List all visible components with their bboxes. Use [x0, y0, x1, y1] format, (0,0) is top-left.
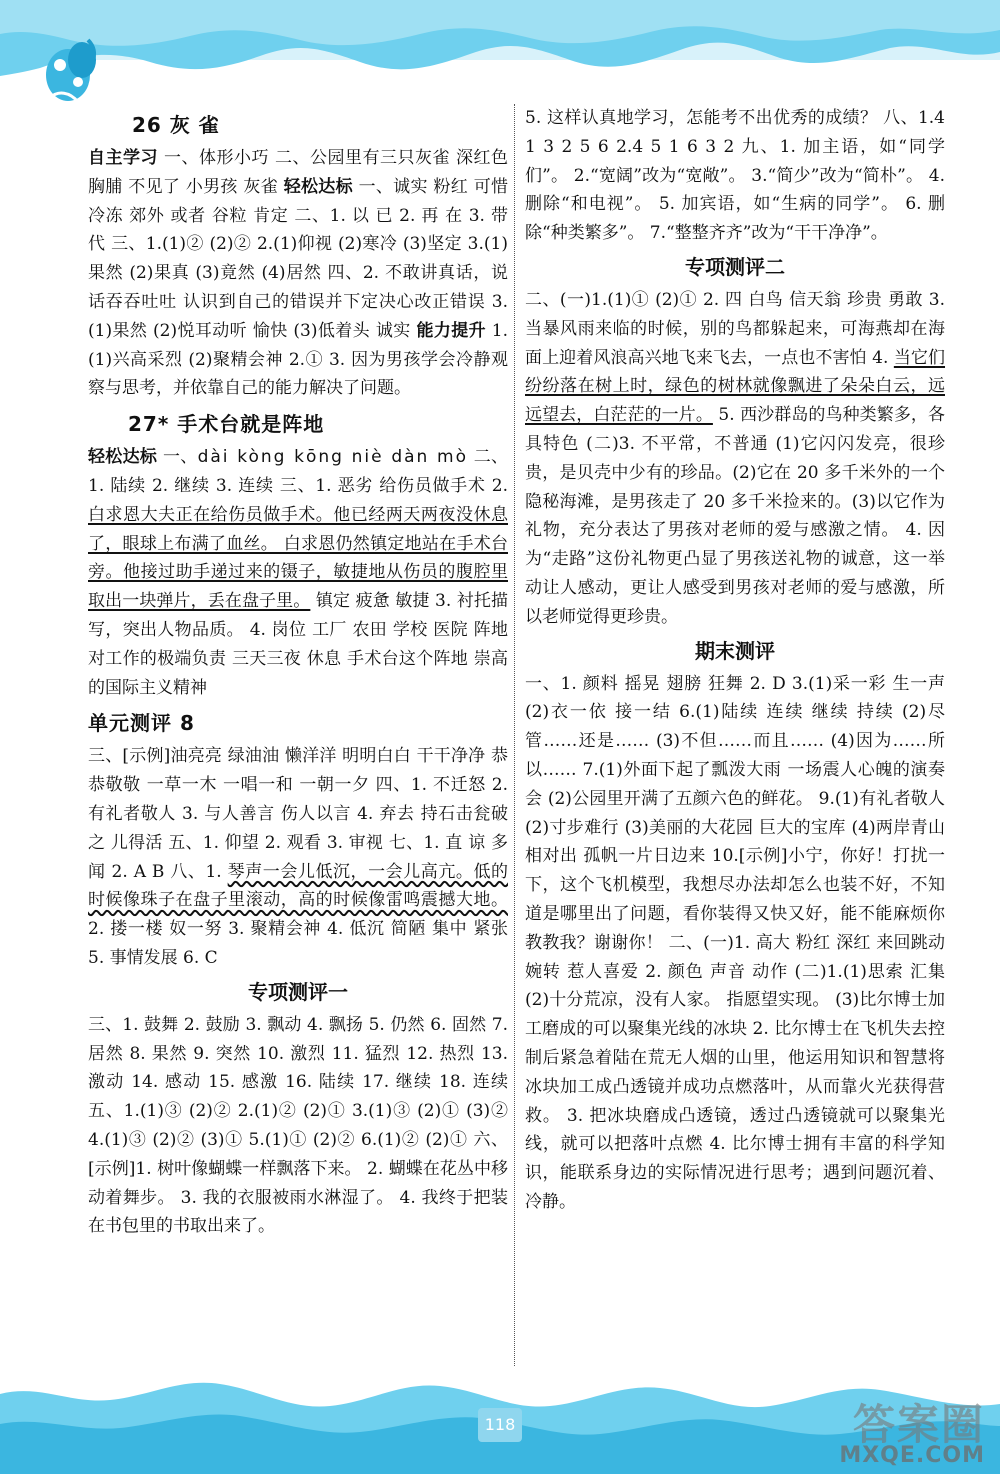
answer-text: 二、1. 陆续 2. 继续 3. 连续 三、1. 恶劣 给伤员做手术 2. [88, 447, 509, 496]
watermark [805, 1392, 995, 1472]
answer-text: 1.(1)兴高采烈 (2)聚精会神 2.① 3. 因为男孩学会冷静观察与思考，并依靠自己的能力解决了问题。 [88, 320, 509, 399]
section-27-answers [88, 443, 508, 702]
left-column [88, 104, 508, 1241]
underlined-sentences: 当它们纷纷落在树上时，绿色的树林就像飘进了朵朵白云，远远望去，白茫茫的一片。 [525, 347, 946, 426]
section-26-answers [88, 144, 508, 403]
watermark-logo-text: 答案圈 [852, 1400, 985, 1449]
answer-text: 一、 [157, 447, 198, 468]
section-title: 期末测评 [695, 638, 775, 663]
answer-text: 5. 西沙群岛的鸟种类繁多，各具特色 (二)3. 不平常，不普通 (1)它闪闪发亮，很珍贵，是贝壳中少有的珍品。(2)它在 20 多千米外的一个隐秘海滩，是男孩走了 20 多千米捡来的。(3)以它作为礼物，充分表达了男孩对老师的爱与感激之情。 4. 因为“走路”这份礼物更凸显了男孩送礼物的诚意，这一举动让人感动，更让人感受到男孩对老师的爱与感激，所以老师觉得更珍贵。 [525, 405, 945, 627]
label: 自主学习 [88, 148, 159, 168]
special-test-1-answers: 三、1. 鼓舞 2. 鼓励 3. 飘动 4. 飘扬 5. 仍然 6. 固然 7. 居然 8. 果然 9. 突然 10. 激烈 11. 猛烈 12. 热烈 13. 激动 14. 感动 15. 感激 16. 陆续 17. 继续 18. 连续 五、1.(1)③ (2)② 2.(1)② (2)① 3.(1)③ (2)① (3)② 4.(1)③ (2)② (3)① 5.(1)① (2)② 6.(1)② (2)① 六、[示例]1. 树叶像蝴蝶一样飘落下来。 2. 蝴蝶在花丛中移动着舞步。 3. 我的衣服被雨水淋湿了。 4. 我终于把装在书包里的书取出来了。 [88, 1014, 508, 1237]
unit-8-answers [88, 742, 508, 972]
right-column [525, 104, 945, 1217]
page-number: 118 [478, 1408, 522, 1442]
answer-text: 镇定 疲惫 敏捷 3. 衬托描写，突出人物品质。 4. 岗位 工厂 农田 学校 医院 阵地 对工作的极端负责 三天三夜 休息 手术台这个阵地 崇高的国际主义精神 [88, 591, 508, 698]
column-divider [514, 104, 515, 1366]
final-test-answers: 一、1. 颜料 摇晃 翅膀 狂舞 2. D 3.(1)采一彩 生一声 (2)衣一依 接一结 6.(1)陆续 连续 继续 持续 (2)尽管……还是…… (3)不但……而且…… (4)因为……所以…… 7.(1)外面下起了瓢泼大雨 一场震人心魄的演奏会 (2)公园里开满了五颜六色的鲜花。 9.(1)有礼者敬人 (2)寸步难行 (3)美丽的大花园 巨大的宝库 (4)两岸青山相对出 孤帆一片日边来 10.[示例]小宁，你好！打扰一下，这个飞机模型，我想尽办法却怎么也装不好，不知道是哪里出了问题，看你装得又快又好，能不能麻烦你教教我？谢谢你！ 二、(一)1. 高大 粉红 深红 来回跳动 婉转 惹人喜爱 2. 颜色 声音 动作 (二)1.(1)思索 汇集 (2)十分荒凉，没有人家。 指愿望实现。 (3)比尔博士加工磨成的可以聚集光线的冰块 2. 比尔博士在飞机失去控制后紧急着陆在荒无人烟的山里，他运用知识和智慧将冰块加工成凸透镜并成功点燃落叶，从而靠火光获得营救。 3. 把冰块磨成凸透镜，透过凸透镜就可以聚集光线，就可以把落叶点燃 4. 比尔博士拥有丰富的科学知识，能联系身边的实际情况进行思考；遇到问题沉着、冷静。 [525, 673, 945, 1212]
answer-text: 二、(一)1.(1)① (2)① 2. 四 白鸟 信天翁 珍贵 勇敢 3. 当暴风雨来临的时候，别的鸟都躲起来，可海燕却在海面上迎着风浪高兴地飞来飞去，一点也不害怕 4. [525, 289, 945, 368]
unit-8-continued-answers: 5. 这样认真地学习，怎能考不出优秀的成绩？ 八、1.4 1 3 2 5 6 2.4 5 1 6 3 2 九、1. 加主语，如“同学们”。 2.“宽阔”改为“宽敞”。 3.“简少”改为“简朴”。 4. 删除“和电视”。 5. 加宾语，如“生病的同学”。 6. 删除“种类繁多”。 7.“整整齐齐”改为“干干净净”。 [525, 108, 945, 244]
underlined-sentences: 白求恩大夫正在给伤员做手术。他已经两天两夜没休息了，眼球上布满了血丝。 白求恩仍然镇定地站在手术台旁。他接过助手递过来的镊子，敏捷地从伤员的腹腔里取出一块弹片，丢在盘子里。 [88, 504, 508, 612]
label: 能力提升 [416, 320, 486, 341]
section-title: 26 灰 雀 [132, 113, 220, 137]
top-wave-banner [0, 0, 1000, 110]
label: 轻松达标 [283, 176, 353, 197]
answer-text: 一、体形小巧 二、公园里有三只灰雀 深红色胸脯 不见了 小男孩 灰雀 [88, 148, 508, 197]
answer-text: 一、诚实 粉红 可惜 冷冻 郊外 或者 谷粒 肯定 二、1. 以 已 2. 再 在 3. 带 代 三、1.(1)② (2)② 2.(1)仰视 (2)寒冷 (3)坚定 3.(1)果然 (2)果真 (3)竟然 (4)居然 四、2. 不敢讲真话，说话吞吞吐吐 认识到自己的错误并下定决心改正错误 3.(1)果然 (2)悦耳动听 愉快 (3)低着头 诚实 [88, 176, 508, 341]
answer-text: 三、[示例]油亮亮 绿油油 懒洋洋 明明白白 干干净净 恭恭敬敬 一草一木 一唱一和 一朝一夕 四、1. 不迁怒 2. 有礼者敬人 3. 与人善言 伤人以言 4. 弃去 持石击瓮破之 儿得活 五、1. 仰望 2. 观看 3. 审视 七、1. 直 谅 多闻 2. A B 八、1. [88, 746, 508, 882]
wavy-underlined-sentences: 琴声一会儿低沉，一会儿高亢。低的时候像珠子在盘子里滚动，高的时候像雷鸣震撼大地。 [88, 861, 508, 911]
special-test-2-answers [525, 286, 945, 632]
decorative-logo-icon [38, 20, 108, 110]
watermark-url: MXQE.COM [839, 1443, 985, 1468]
answer-text: 2. 搂一楼 奴一努 3. 聚精会神 4. 低沉 简陋 集中 紧张 5. 事情发展 6. C [88, 919, 508, 968]
section-title: 专项测评二 [685, 254, 785, 279]
section-title: 27* 手术台就是阵地 [128, 412, 325, 437]
pinyin-answers: dài kòng kōng niè dàn mò [197, 447, 468, 468]
section-title: 专项测评一 [248, 979, 348, 1004]
section-title: 单元测评 8 [88, 711, 195, 736]
label: 轻松达标 [88, 447, 158, 468]
